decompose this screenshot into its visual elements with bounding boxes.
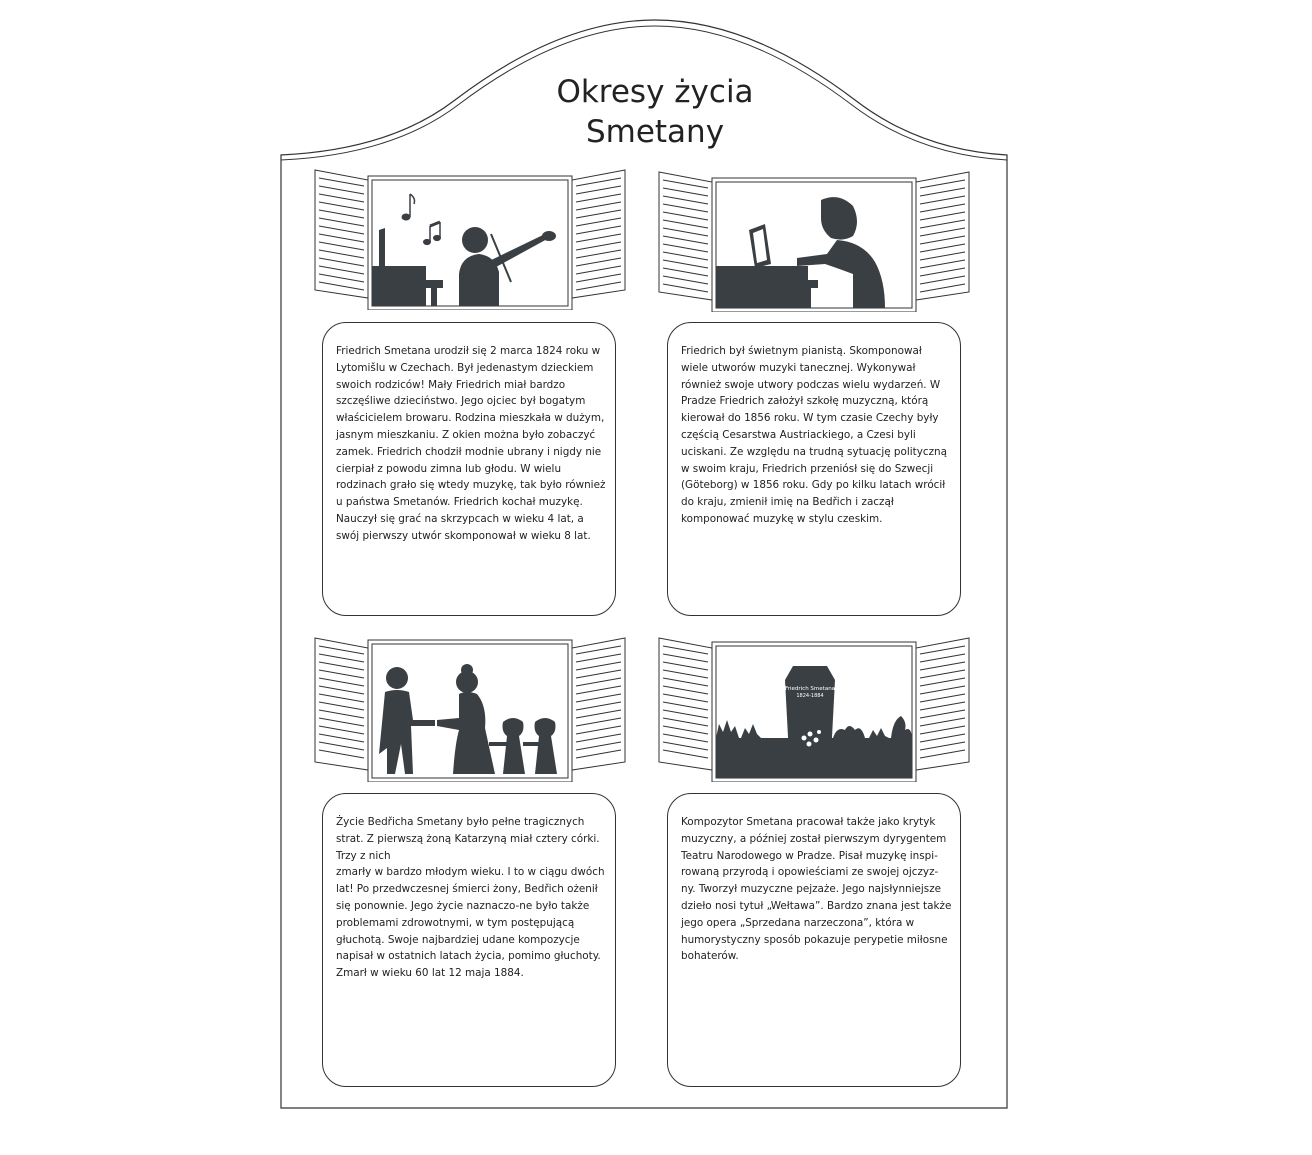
panel-1-text: Friedrich Smetana urodził się 2 marca 1824 roku w Lytomišlu w Czechach. Był jedenastym dzieckiem swoich rodziców! Mały Friedrich miał bardzo szczęśliwe dzieciństwo. Jego ojciec był bogatym właścicielem browaru. Rodzina mieszkała w dużym, jasnym mieszkaniu. Z okien można było zobaczyć zamek. Friedrich chodził modnie ubrany i nigdy nie cierpiał z powodu zimna lub głodu. W wielu rodzinach grało się wtedy muzykę, tak było również u państwa Smetanów. Friedrich kochał muzykę. Nauczył się grać na skrzypcach w wieku 4 lat, a swój pierwszy utwór skomponował w wieku 8 lat. (322, 322, 616, 616)
window-family-scene (313, 636, 627, 782)
right-shutter (916, 638, 969, 770)
gravestone-years: 1824-1884 (796, 693, 824, 699)
left-shutter (315, 170, 368, 298)
window-grave-scene (657, 636, 971, 782)
left-shutter (659, 172, 712, 300)
panel-4-text: Kompozytor Smetana pracował także jako krytyk muzyczny, a później został pierwszym dyrygentem Teatru Narodowego w Pradze. Pisał muzykę inspi-rowaną przyrodą i opowieściami ze swojej ojczyz-ny. Tworzył muzyczne pejzaże. Jego najsłynniejsze dzieło nosi tytuł „Wełtawa”. Bardzo znana jest także jego opera „Sprzedana narzeczona”, która w humorystyczny sposób pokazuje perypetie miłosne bohaterów. (667, 793, 961, 1087)
page-title (520, 72, 790, 152)
left-shutter (659, 638, 712, 770)
gravestone-name: Friedrich Smetana (784, 686, 836, 692)
title-line-1: Okresy życia (556, 74, 754, 110)
left-shutter (315, 638, 368, 770)
window-childhood-scene (313, 168, 627, 310)
panel-2-text: Friedrich był świetnym pianistą. Skomponował wiele utworów muzyki tanecznej. Wykonywał również swoje utwory podczas wielu wydarzeń. W Pradze Friedrich założył szkołę muzyczną, którą kierował do 1856 roku. W tym czasie Czechy były częścią Cesarstwa Austriackiego, a Czesi byli uciskani. Ze względu na trudną sytuację polityczną w swoim kraju, Friedrich przeniósł się do Szwecji (Göteborg) w 1856 roku. Gdy po kilku latach wrócił do kraju, zmienił imię na Bedřich i zaczął komponować muzykę w stylu czeskim. (667, 322, 961, 616)
right-shutter (572, 170, 625, 298)
panel-3-text: Życie Bedřicha Smetany było pełne tragicznych strat. Z pierwszą żoną Katarzyną miał cztery córki. Trzy z nich zmarły w bardzo młodym wieku. I to w ciągu dwóch lat! Po przedwczesnej śmierci żony, Bedřich ożenił się ponownie. Jego życie naznaczo-ne było także problemami zdrowotnymi, w tym postępującą głuchotą. Swoje najbardziej udane kompozycje napisał w ostatnich latach życia, pomimo głuchoty. Zmarł w wieku 60 lat 12 maja 1884. (322, 793, 616, 1087)
title-line-2: Smetany (585, 114, 725, 150)
gravestone (785, 666, 835, 756)
right-shutter (572, 638, 625, 770)
piano-silhouette (716, 266, 818, 308)
window-pianist-scene (657, 170, 971, 312)
right-shutter (916, 172, 969, 300)
